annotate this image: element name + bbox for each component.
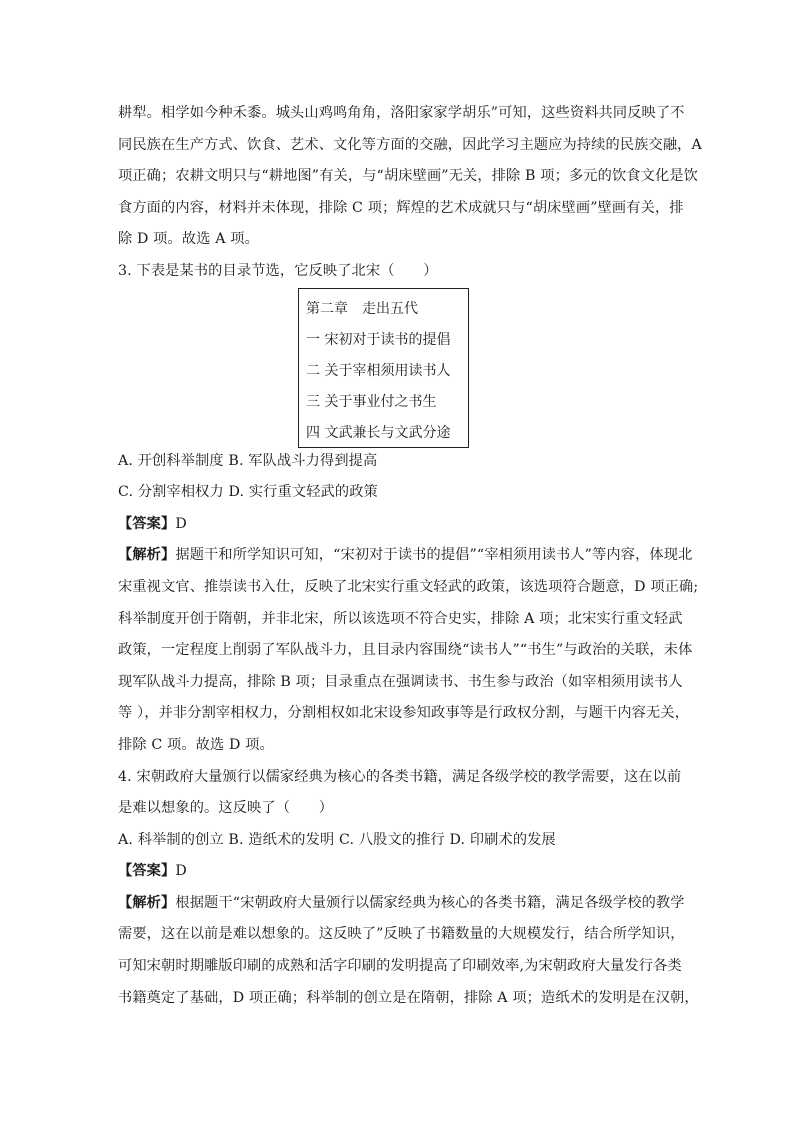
question-3-analysis-line: 现军队战斗力提高，排除 B 项；目录重点在强调读书、书生参与政治（如宰相须用读书人 bbox=[118, 673, 683, 690]
answer-value: D bbox=[175, 515, 187, 532]
question-4-options: A. 科举制的创立 B. 造纸术的发明 C. 八股文的推行 D. 印刷术的发展 bbox=[118, 831, 556, 848]
toc-table-container bbox=[118, 288, 698, 446]
analysis-label: 【解析】 bbox=[118, 547, 176, 564]
toc-item: 三 关于事业付之书生 bbox=[306, 393, 437, 410]
toc-item: 四 文武兼长与文武分途 bbox=[306, 424, 451, 441]
question-4-stem: 4. 宋朝政府大量颁行以儒家经典为核心的各类书籍，满足各级学校的教学需要，这在以前 bbox=[118, 768, 682, 785]
analysis-text: 根据题干“宋朝政府大量颁行以儒家经典为核心的各类书籍，满足各级学校的教学 bbox=[175, 894, 685, 911]
analysis-label: 【解析】 bbox=[118, 894, 176, 911]
text-line: 同民族在生产方式、饮食、艺术、文化等方面的交融，因此学习主题应为持续的民族交融，A bbox=[118, 136, 702, 153]
question-3-analysis-line: 宋重视文官、推崇读书入仕，反映了北宋实行重文轻武的政策，该选项符合题意，D 项正确; bbox=[118, 578, 699, 595]
question-3-analysis-line bbox=[118, 540, 698, 572]
answer-label: 【答案】 bbox=[118, 863, 176, 880]
question-4-analysis-line: 书籍奠定了基础，D 项正确；科举制的创立是在隋朝，排除 A 项；造纸术的发明是在汉朝， bbox=[118, 989, 699, 1006]
text-line: 除 D 项。故选 A 项。 bbox=[118, 231, 259, 248]
toc-table bbox=[298, 288, 469, 448]
question-3-stem: 3. 下表是某书的目录节选，它反映了北宋（ ） bbox=[118, 262, 438, 279]
answer-label: 【答案】 bbox=[118, 515, 176, 532]
question-4-answer bbox=[118, 856, 698, 888]
question-4-analysis-line: 可知宋朝时期雕版印刷的成熟和活字印刷的发明提高了印刷效率,为宋朝政府大量发行各类 bbox=[118, 958, 682, 975]
question-3-answer bbox=[118, 509, 698, 541]
toc-chapter-title: 第二章 走出五代 bbox=[306, 300, 418, 317]
question-3-analysis-line: 政策，一定程度上削弱了军队战斗力，且目录内容围绕“读书人”“书生”与政治的关联，未体 bbox=[118, 642, 693, 659]
toc-item: 二 关于宰相须用读书人 bbox=[306, 362, 451, 379]
question-4-stem: 是难以想象的。这反映了（ ） bbox=[118, 800, 334, 817]
question-3-option-row: A. 开创科举制度 B. 军队战斗力得到提高 bbox=[118, 452, 378, 469]
question-3-analysis-line: 排除 C 项。故选 D 项。 bbox=[118, 736, 274, 753]
question-3-analysis-line: 等 ），并非分割宰相权力，分割相权如北宋设参知政事等是行政权分割，与题干内容无关， bbox=[118, 705, 690, 722]
text-line: 食方面的内容，材料并未体现，排除 C 项；辉煌的艺术成就只与“胡床壁画”壁画有关，排 bbox=[118, 199, 684, 216]
question-3-option-row: C. 分割宰相权力 D. 实行重文轻武的政策 bbox=[118, 484, 378, 501]
question-4-analysis-line bbox=[118, 888, 698, 920]
document-body bbox=[118, 98, 702, 1014]
toc-item: 一 宋初对于读书的提倡 bbox=[306, 331, 451, 348]
text-line: 耕犁。相学如今种禾黍。城头山鸡鸣角角，洛阳家家学胡乐”可知，这些资料共同反映了不 bbox=[118, 105, 685, 121]
question-4-analysis-line: 需要，这在以前是难以想象的。这反映了”反映了书籍数量的大规模发行，结合所学知识， bbox=[118, 926, 685, 943]
analysis-text: 据题干和所学知识可知，“宋初对于读书的提倡”“宰相须用读书人”等内容，体现北 bbox=[175, 547, 693, 564]
answer-value: D bbox=[175, 863, 187, 880]
text-line: 项正确；农耕文明只与“耕地图”有关，与“胡床壁画”无关，排除 B 项；多元的饮食文化是饮 bbox=[118, 168, 698, 185]
question-3-analysis-line: 科举制度开创于隋朝，并非北宋，所以该选项不符合史实，排除 A 项；北宋实行重文轻武 bbox=[118, 610, 683, 627]
